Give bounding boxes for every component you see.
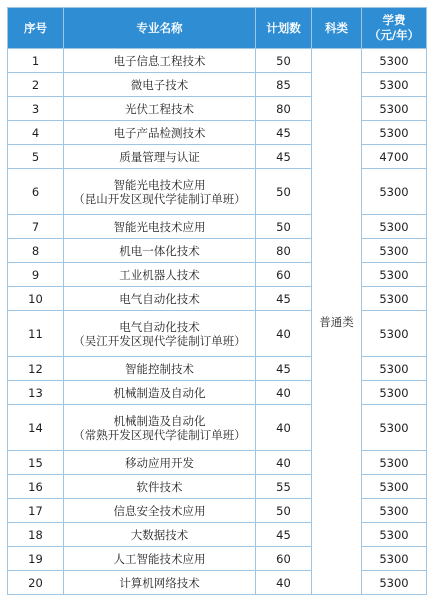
cell-seq: 17 bbox=[8, 499, 64, 523]
major-name-line: 智能控制技术 bbox=[125, 361, 194, 376]
cell-seq: 19 bbox=[8, 547, 64, 571]
cell-fee: 5300 bbox=[362, 451, 427, 475]
major-name-line: 质量管理与认证 bbox=[119, 149, 200, 164]
table-row bbox=[8, 405, 427, 451]
table-row bbox=[8, 121, 427, 145]
cell-seq: 3 bbox=[8, 97, 64, 121]
header-fee-line1: 学费 bbox=[382, 13, 406, 27]
cell-plan: 40 bbox=[256, 571, 312, 595]
cell-fee: 5300 bbox=[362, 239, 427, 263]
major-name-line: 人工智能技术应用 bbox=[113, 551, 206, 566]
table-row bbox=[8, 263, 427, 287]
cell-fee: 5300 bbox=[362, 215, 427, 239]
cell-seq: 15 bbox=[8, 451, 64, 475]
major-name-line: 信息安全技术应用 bbox=[113, 503, 206, 518]
header-plan: 计划数 bbox=[256, 8, 312, 49]
major-name-line: 机电一体化技术 bbox=[119, 243, 200, 258]
cell-plan: 50 bbox=[256, 49, 312, 73]
major-name-line: 机械制造及自动化 bbox=[113, 385, 206, 400]
cell-major-name bbox=[64, 263, 256, 287]
header-row bbox=[8, 8, 427, 49]
cell-seq: 18 bbox=[8, 523, 64, 547]
table-row bbox=[8, 381, 427, 405]
cell-category: 普通类 bbox=[312, 49, 362, 595]
cell-plan: 50 bbox=[256, 215, 312, 239]
cell-fee: 5300 bbox=[362, 381, 427, 405]
major-name-line: 大数据技术 bbox=[130, 527, 189, 542]
table-row bbox=[8, 311, 427, 357]
enrollment-plan-table bbox=[7, 7, 427, 595]
cell-fee: 5300 bbox=[362, 357, 427, 381]
table-row bbox=[8, 451, 427, 475]
table-row bbox=[8, 73, 427, 97]
table-row bbox=[8, 215, 427, 239]
major-name-line: 电气自动化技术 bbox=[119, 291, 200, 306]
cell-major-name bbox=[64, 571, 256, 595]
cell-major-name bbox=[64, 215, 256, 239]
cell-seq: 14 bbox=[8, 405, 64, 451]
cell-major-name bbox=[64, 145, 256, 169]
cell-plan: 45 bbox=[256, 287, 312, 311]
cell-plan: 45 bbox=[256, 145, 312, 169]
cell-plan: 80 bbox=[256, 239, 312, 263]
cell-seq: 8 bbox=[8, 239, 64, 263]
major-name-line: 移动应用开发 bbox=[125, 455, 194, 470]
cell-major-name bbox=[64, 97, 256, 121]
cell-fee: 5300 bbox=[362, 287, 427, 311]
cell-fee: 5300 bbox=[362, 169, 427, 215]
cell-plan: 55 bbox=[256, 475, 312, 499]
table-row bbox=[8, 145, 427, 169]
cell-fee: 5300 bbox=[362, 475, 427, 499]
table-row bbox=[8, 523, 427, 547]
cell-seq: 1 bbox=[8, 49, 64, 73]
cell-major-name bbox=[64, 169, 256, 215]
cell-plan: 60 bbox=[256, 263, 312, 287]
cell-seq: 10 bbox=[8, 287, 64, 311]
table-row bbox=[8, 169, 427, 215]
cell-major-name bbox=[64, 475, 256, 499]
cell-major-name bbox=[64, 405, 256, 451]
cell-major-name bbox=[64, 499, 256, 523]
cell-fee: 5300 bbox=[362, 73, 427, 97]
cell-major-name bbox=[64, 287, 256, 311]
cell-major-name bbox=[64, 121, 256, 145]
major-name-line: 机械制造及自动化 bbox=[113, 413, 206, 428]
cell-fee: 5300 bbox=[362, 263, 427, 287]
major-name-line: 电子产品检测技术 bbox=[113, 125, 206, 140]
cell-fee: 5300 bbox=[362, 97, 427, 121]
enrollment-table-container bbox=[7, 7, 426, 595]
cell-plan: 80 bbox=[256, 97, 312, 121]
cell-fee: 5300 bbox=[362, 571, 427, 595]
cell-seq: 16 bbox=[8, 475, 64, 499]
cell-major-name bbox=[64, 547, 256, 571]
header-major: 专业名称 bbox=[64, 8, 256, 49]
table-row bbox=[8, 357, 427, 381]
cell-seq: 11 bbox=[8, 311, 64, 357]
major-name-line: 光伏工程技术 bbox=[125, 101, 194, 116]
cell-seq: 13 bbox=[8, 381, 64, 405]
major-name-line: 电子信息工程技术 bbox=[113, 53, 206, 68]
cell-seq: 12 bbox=[8, 357, 64, 381]
cell-plan: 60 bbox=[256, 547, 312, 571]
header-seq: 序号 bbox=[8, 8, 64, 49]
cell-plan: 45 bbox=[256, 523, 312, 547]
header-fee bbox=[362, 8, 427, 49]
cell-major-name bbox=[64, 357, 256, 381]
cell-fee: 5300 bbox=[362, 405, 427, 451]
cell-fee: 5300 bbox=[362, 121, 427, 145]
major-name-line: （昆山开发区现代学徒制订单班） bbox=[73, 191, 246, 206]
cell-plan: 40 bbox=[256, 405, 312, 451]
table-header bbox=[8, 8, 427, 49]
major-name-line: 电气自动化技术 bbox=[119, 319, 200, 334]
cell-plan: 45 bbox=[256, 121, 312, 145]
table-row bbox=[8, 97, 427, 121]
cell-plan: 85 bbox=[256, 73, 312, 97]
table-row bbox=[8, 571, 427, 595]
cell-seq: 20 bbox=[8, 571, 64, 595]
cell-plan: 45 bbox=[256, 357, 312, 381]
cell-fee: 5300 bbox=[362, 311, 427, 357]
major-name-line: 软件技术 bbox=[136, 479, 183, 494]
header-fee-line2: （元/年） bbox=[368, 28, 420, 42]
cell-fee: 5300 bbox=[362, 499, 427, 523]
cell-seq: 2 bbox=[8, 73, 64, 97]
major-name-line: 智能光电技术应用 bbox=[113, 177, 206, 192]
major-name-line: 计算机网络技术 bbox=[119, 575, 200, 590]
table-row bbox=[8, 499, 427, 523]
major-name-line: 工业机器人技术 bbox=[119, 267, 200, 282]
cell-major-name bbox=[64, 451, 256, 475]
cell-major-name bbox=[64, 523, 256, 547]
major-name-line: 智能光电技术应用 bbox=[113, 219, 206, 234]
cell-seq: 9 bbox=[8, 263, 64, 287]
cell-seq: 5 bbox=[8, 145, 64, 169]
major-name-line: （吴江开发区现代学徒制订单班） bbox=[73, 333, 246, 348]
cell-plan: 40 bbox=[256, 451, 312, 475]
cell-plan: 50 bbox=[256, 169, 312, 215]
cell-fee: 5300 bbox=[362, 547, 427, 571]
table-row bbox=[8, 49, 427, 73]
table-row bbox=[8, 287, 427, 311]
cell-fee: 5300 bbox=[362, 523, 427, 547]
cell-major-name bbox=[64, 239, 256, 263]
header-category: 科类 bbox=[312, 8, 362, 49]
cell-major-name bbox=[64, 381, 256, 405]
table-row bbox=[8, 239, 427, 263]
table-row bbox=[8, 475, 427, 499]
cell-fee: 4700 bbox=[362, 145, 427, 169]
cell-seq: 7 bbox=[8, 215, 64, 239]
cell-major-name bbox=[64, 73, 256, 97]
cell-plan: 40 bbox=[256, 381, 312, 405]
major-name-line: 微电子技术 bbox=[130, 77, 189, 92]
table-body bbox=[8, 49, 427, 595]
cell-plan: 50 bbox=[256, 499, 312, 523]
major-name-line: （常熟开发区现代学徒制订单班） bbox=[73, 427, 246, 442]
cell-plan: 40 bbox=[256, 311, 312, 357]
cell-fee: 5300 bbox=[362, 49, 427, 73]
cell-major-name bbox=[64, 311, 256, 357]
cell-seq: 4 bbox=[8, 121, 64, 145]
table-row bbox=[8, 547, 427, 571]
cell-major-name bbox=[64, 49, 256, 73]
cell-seq: 6 bbox=[8, 169, 64, 215]
